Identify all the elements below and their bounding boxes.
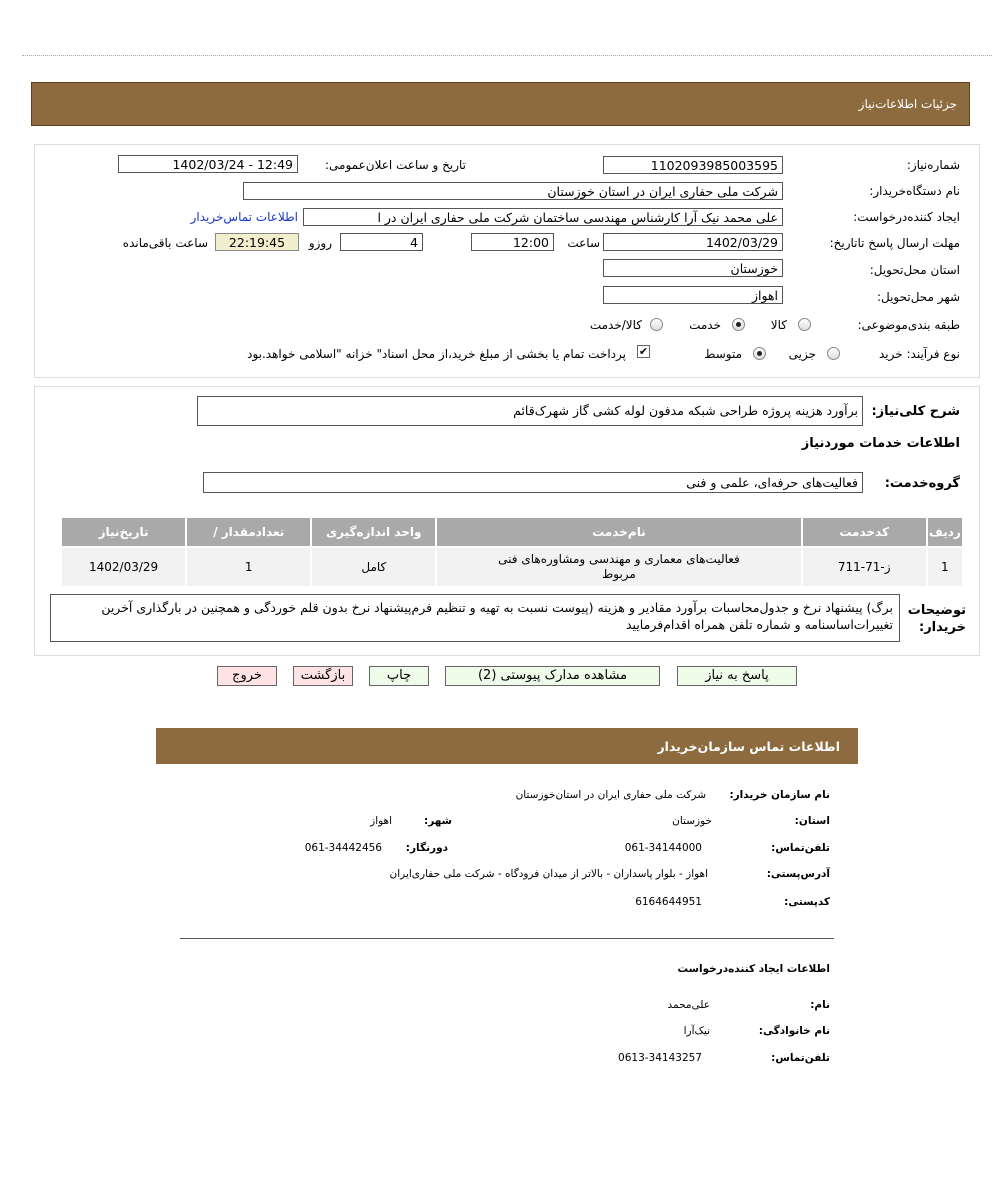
process-motevaset-label: متوسط <box>704 347 742 361</box>
summary-label: شرح کلی‌نیاز: <box>871 404 960 419</box>
top-divider <box>22 55 992 56</box>
fax-label: دورنگار: <box>405 842 448 854</box>
category-khedmat-label: خدمت <box>689 318 721 332</box>
table-row <box>62 548 962 586</box>
buyer-label: نام دستگاه‌خریدار: <box>869 184 960 198</box>
contact-title: اطلاعات تماس سازمان‌خریدار <box>657 739 840 754</box>
days-label: روزو <box>308 236 332 250</box>
need-info-panel <box>34 144 980 378</box>
process-jozii-label: جزیی <box>788 347 816 361</box>
exit-button[interactable]: خروج <box>217 666 277 686</box>
city-field: اهواز <box>603 286 783 304</box>
category-khedmat-radio[interactable] <box>732 318 745 331</box>
creator-phone-value: 0613-34143257 <box>618 1052 702 1064</box>
creator-family-value: نیک‌آرا <box>683 1025 710 1037</box>
deadline-label: مهلت ارسال پاسخ تا‌تاریخ: <box>829 236 960 250</box>
phone-label: تلفن‌تماس: <box>771 842 830 854</box>
col-code: کدخدمت <box>803 518 926 546</box>
print-button[interactable]: چاپ <box>369 666 429 686</box>
postal-label: کد‌پستی: <box>784 896 830 908</box>
contact-divider <box>180 938 834 939</box>
category-kala-label: کالا <box>770 318 787 332</box>
creator-label: ایجاد کننده‌درخواست: <box>853 210 960 224</box>
address-value: اهواز - بلوار پاسداران - بالاتر از میدان فرودگاه - شرکت ملی حفاری‌ایران <box>389 868 708 880</box>
org-value: شرکت ملی حفاری ایران در استان‌خوزستان <box>515 789 706 801</box>
col-name: نام‌خدمت <box>437 518 800 546</box>
category-both-radio[interactable] <box>650 318 663 331</box>
contact-header <box>156 728 858 764</box>
cell-name <box>437 548 800 586</box>
buyer-contact-link[interactable]: اطلاعات تماس‌خریدار <box>190 210 298 224</box>
services-title: اطلاعات خدمات موردنیاز <box>801 436 960 451</box>
cell-qty: 1 <box>187 548 310 586</box>
creator-name-value: علی‌محمد <box>667 999 710 1011</box>
address-label: آدرس‌پستی: <box>766 868 830 880</box>
category-label: طبقه بندی‌موضوعی: <box>857 318 960 332</box>
cell-date: 1402/03/29 <box>62 548 185 586</box>
contact-city-value: اهواز <box>370 815 392 827</box>
postal-value: 6164644951 <box>635 896 702 908</box>
creator-family-label: نام خانوادگی: <box>758 1025 830 1037</box>
phone-value: 061-34144000 <box>624 842 702 854</box>
back-button[interactable]: بازگشت <box>293 666 353 686</box>
deadline-time-label: ساعت <box>567 236 600 250</box>
province-label: استان محل‌تحویل: <box>869 263 960 277</box>
cell-row: 1 <box>928 548 962 586</box>
creator-name-label: نام: <box>810 999 830 1011</box>
details-header <box>31 82 970 126</box>
summary-field: برآورد هزینه پروژه طراحی شبکه مدفون لوله کشی گاز شهرک‌قائم <box>197 396 863 426</box>
attachments-button[interactable]: مشاهده مدارک پیوستی (2) <box>445 666 660 686</box>
fax-value: 061-34442456 <box>304 842 382 854</box>
need-number-field: 1102093985003595 <box>603 156 783 174</box>
notes-label: توضیحات خریدار: <box>907 603 966 635</box>
category-kala-radio[interactable] <box>798 318 811 331</box>
announce-field: 1402/03/24 - 12:49 <box>118 155 298 173</box>
creator-phone-label: تلفن‌تماس: <box>771 1052 830 1064</box>
group-label: گروه‌خدمت: <box>884 476 960 491</box>
creator-info-title: اطلاعات ایجاد کننده‌درخواست <box>677 963 830 975</box>
announce-label: تاریخ و ساعت اعلان‌عمومی: <box>324 158 466 172</box>
table-header-row <box>62 518 962 546</box>
reply-button[interactable]: پاسخ به نیاز <box>677 666 797 686</box>
deadline-date-field: 1402/03/29 <box>603 233 783 251</box>
province-field: خوزستان <box>603 259 783 277</box>
process-jozii-radio[interactable] <box>827 347 840 360</box>
payment-checkbox[interactable]: ✔ <box>638 345 649 358</box>
org-label: نام سازمان‌ خریدار: <box>729 789 830 801</box>
cell-code: ز-71-711 <box>803 548 926 586</box>
contact-province-value: خوزستان <box>672 815 712 827</box>
col-unit: واحد اندازه‌گیری <box>312 518 435 546</box>
need-number-label: شماره‌نیاز: <box>906 158 960 172</box>
city-label: شهر محل‌تحویل: <box>876 290 960 304</box>
buyer-field: شرکت ملی حفاری ایران در استان خوزستان <box>243 182 783 200</box>
deadline-time-field: 12:00 <box>471 233 554 251</box>
category-both-label: کالا/خدمت <box>589 318 642 332</box>
notes-field: برگ) پیشنهاد نرخ و جدول‌محاسبات برآورد مقادیر و هزینه (پیوست نسبت به تهیه و تنظیم فرم‌پیشنهاد نرخ بدون قلم خوردگی و همچنین در بارگذاری آخرین تغییرات‌اساسنامه و شماره تلفن همراه اقدام‌فرمایید <box>50 594 900 642</box>
process-motevaset-radio[interactable] <box>753 347 766 360</box>
process-label: نوع فرآیند: خرید <box>879 347 960 361</box>
col-row: ردیف <box>928 518 962 546</box>
cell-unit: کامل <box>312 548 435 586</box>
remaining-label: ساعت باقی‌مانده <box>122 236 208 250</box>
creator-field: علی محمد نیک آرا کارشناس مهندسی ساختمان شرکت ملی حفاری ایران در ا <box>303 208 783 226</box>
payment-text: پرداخت تمام یا بخشی از مبلغ خرید،از محل اسناد" خزانه "اسلامی خواهد.بود <box>247 347 626 361</box>
contact-city-label: شهر: <box>424 815 452 827</box>
header-title: جزئیات اطلاعات‌نیاز <box>858 97 957 111</box>
days-field: 4 <box>340 233 423 251</box>
col-date: تاریخ‌نیاز <box>62 518 185 546</box>
remaining-timer: 22:19:45 <box>215 233 299 251</box>
services-table <box>60 516 964 588</box>
group-field: فعالیت‌های حرفه‌ای، علمی و فنی <box>203 472 863 493</box>
contact-province-label: استان: <box>794 815 830 827</box>
col-qty: تعداد‌مقدار / <box>187 518 310 546</box>
cell-name-text: فعالیت‌های معماری و مهندسی و‌مشاوره‌های فنی مربوط <box>498 552 740 581</box>
